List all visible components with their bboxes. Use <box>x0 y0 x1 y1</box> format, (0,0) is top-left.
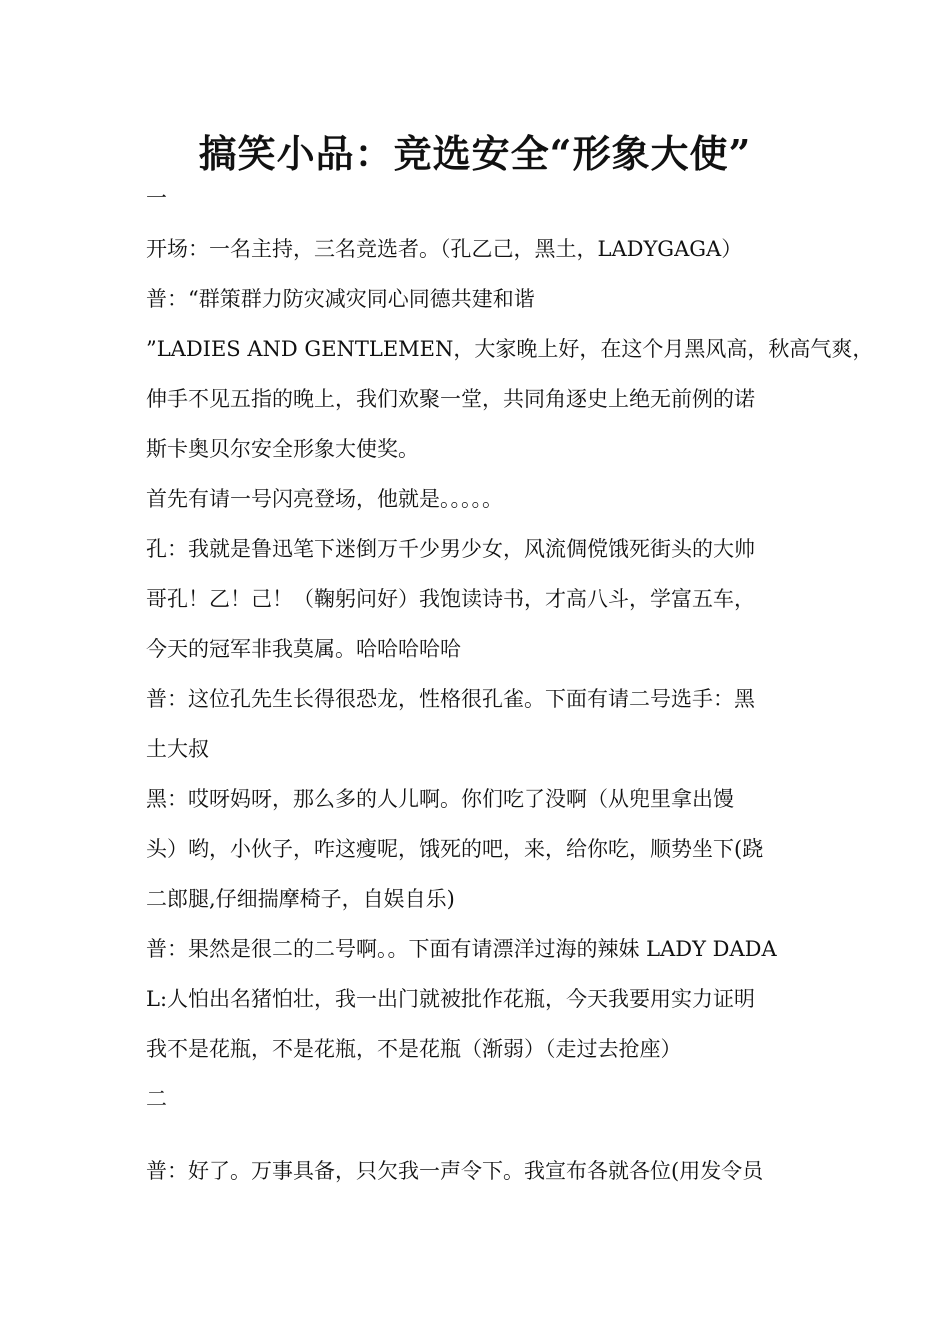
text-line: L:人怕出名猪怕壮，我一出门就被批作花瓶，今天我要用实力证明 <box>146 987 756 1011</box>
text-line: 我不是花瓶，不是花瓶，不是花瓶（渐弱）（走过去抢座） <box>146 1037 682 1061</box>
text-line: 斯卡奥贝尔安全形象大使奖。 <box>146 437 419 461</box>
text-line: 伸手不见五指的晚上，我们欢聚一堂，共同角逐史上绝无前例的诺 <box>146 387 755 411</box>
text-line: 二郎腿,仔细揣摩椅子，自娱自乐) <box>146 887 455 911</box>
text-line: 普：好了。万事具备，只欠我一声令下。我宣布各就各位(用发令员 <box>146 1159 764 1183</box>
text-line: ”LADIES AND GENTLEMEN，大家晚上好，在这个月黑风高，秋高气爽， <box>146 337 874 361</box>
text-line: 普：“群策群力防灾减灾同心同德共建和谐 <box>146 287 535 311</box>
text-line: 普：果然是很二的二号啊。。下面有请漂洋过海的辣妹 LADY DADA <box>146 937 777 961</box>
section-marker-one: 一 <box>146 186 167 210</box>
text-line: 今天的冠军非我莫属。哈哈哈哈哈 <box>146 637 461 661</box>
text-line: 首先有请一号闪亮登场，他就是。。。。。 <box>146 487 503 511</box>
section-marker-two: 二 <box>146 1087 167 1111</box>
text-line: 普：这位孔先生长得很恐龙，性格很孔雀。下面有请二号选手：黑 <box>146 687 755 711</box>
text-line: 孔：我就是鲁迅笔下迷倒万千少男少女，风流倜傥饿死街头的大帅 <box>146 537 755 561</box>
text-line: 土大叔 <box>146 737 209 761</box>
text-line: 黑：哎呀妈呀，那么多的人儿啊。你们吃了没啊（从兜里拿出馒 <box>146 787 734 811</box>
text-line: 哥孔！乙！己！（鞠躬问好）我饱读诗书，才高八斗，学富五车， <box>146 587 755 611</box>
document-title: 搞笑小品：竞选安全“形象大使” <box>198 131 752 176</box>
text-line: 头）哟，小伙子，咋这瘦呢，饿死的吧，来，给你吃，顺势坐下(跷 <box>146 837 764 861</box>
text-line: 开场：一名主持，三名竞选者。（孔乙己，黑土，LADYGAGA） <box>146 237 743 261</box>
